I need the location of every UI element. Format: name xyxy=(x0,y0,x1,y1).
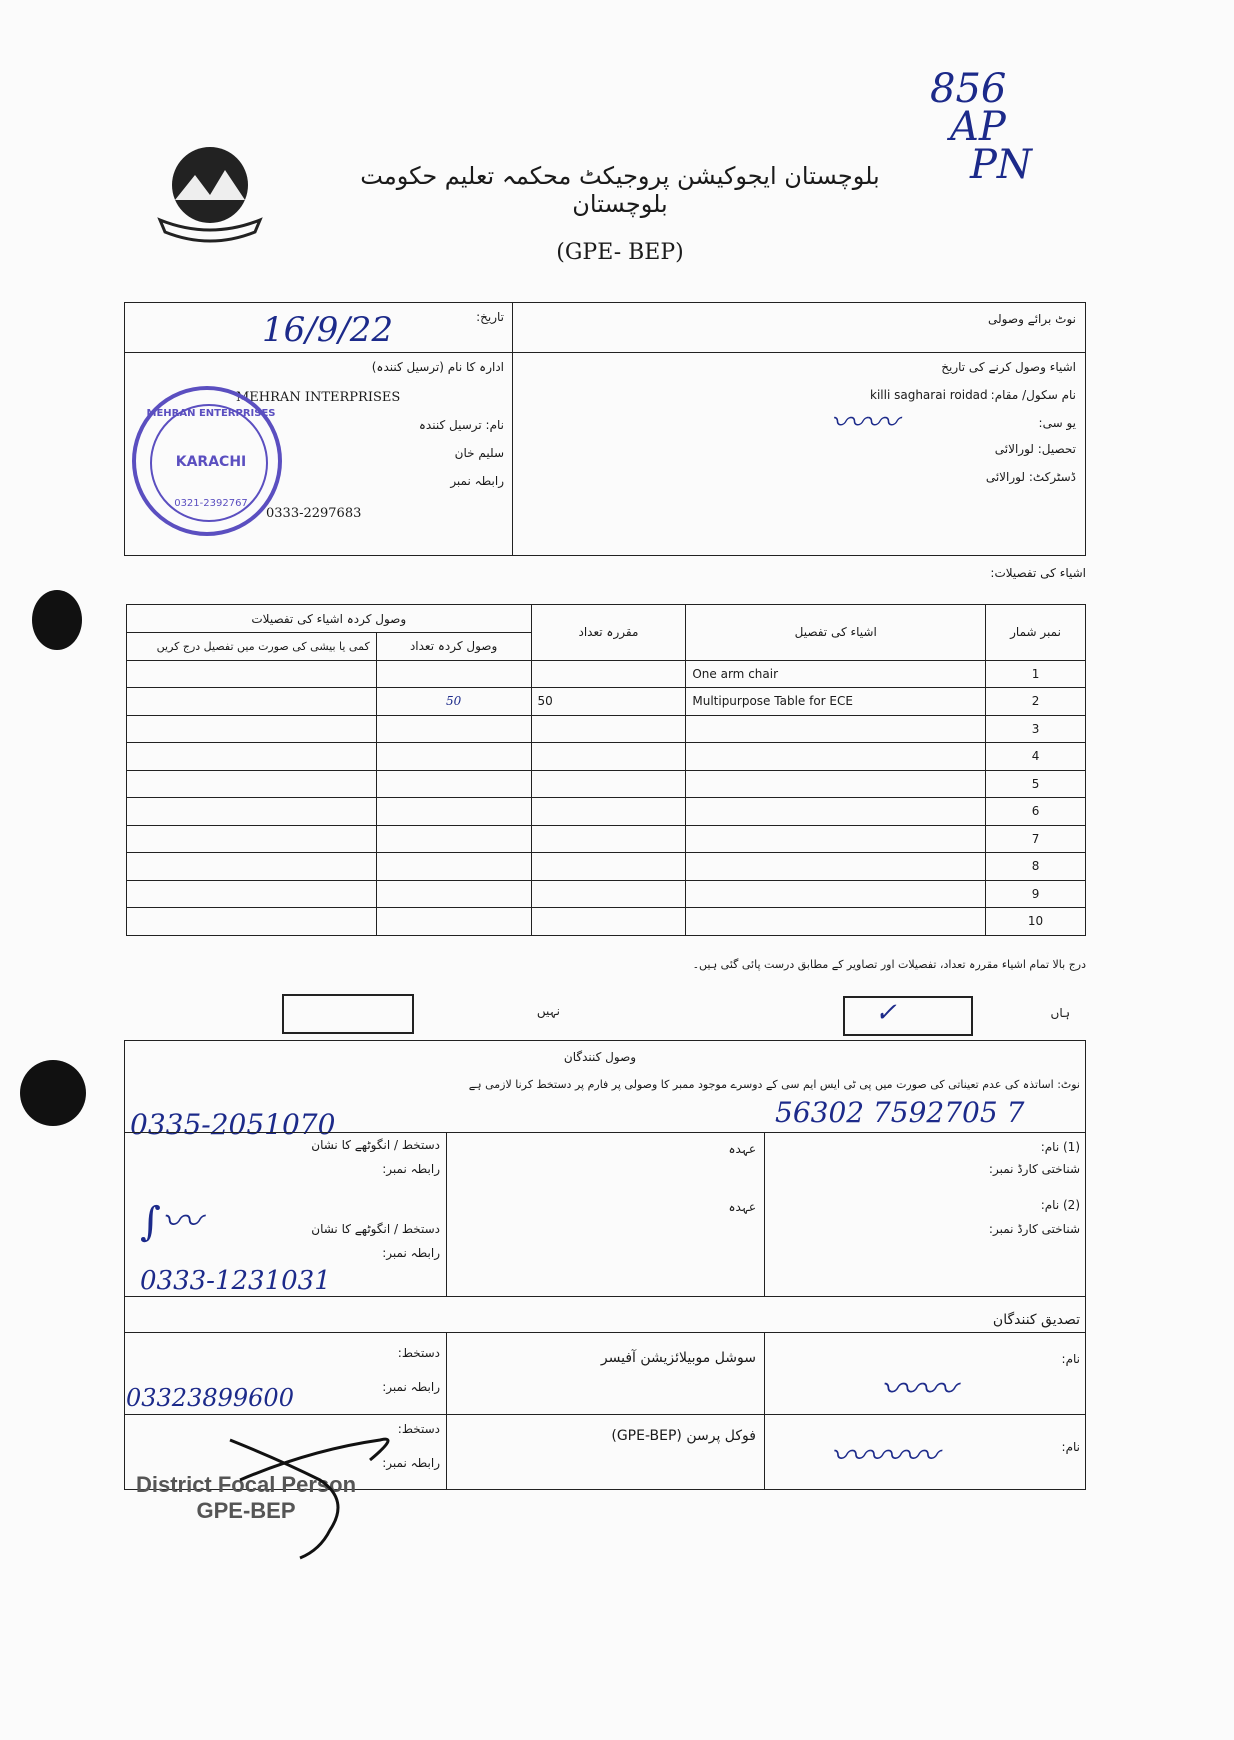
district-label: ڈسٹرکٹ: لورالائی xyxy=(985,470,1076,484)
government-emblem xyxy=(150,140,270,250)
shortfall-header: کمی یا بیشی کی صورت میں تفصیل درج کریں xyxy=(127,633,377,661)
receivers-note: نوٹ: اساتذہ کی عدم تعیناتی کی صورت میں پی ٹی ایس ایم سی کے دوسرے موجود ممبر کا وصولی پر فارم پر دستخط کرنا لازمی ہے xyxy=(468,1078,1080,1091)
quantity-cell xyxy=(531,798,686,826)
received-qty-header: وصول کردہ تعداد xyxy=(376,633,531,661)
quantity-cell xyxy=(531,743,686,771)
serial-cell: 5 xyxy=(986,770,1086,798)
item-cell xyxy=(686,908,986,936)
serial-cell: 2 xyxy=(986,688,1086,716)
signature2-label: دستخط / انگوٹھے کا نشان xyxy=(311,1222,440,1236)
quantity-cell xyxy=(531,660,686,688)
id1-label: شناختی کارڈ نمبر: xyxy=(988,1162,1080,1176)
contact1-label: رابطہ نمبر: xyxy=(382,1162,440,1176)
receivers-heading: وصول کنندگان xyxy=(563,1050,637,1064)
date-value: 16/9/22 xyxy=(262,310,394,350)
serial-cell: 4 xyxy=(986,743,1086,771)
verifier1-contact-label: رابطہ نمبر: xyxy=(382,1380,440,1394)
focal-title: فوکل پرسن (GPE-BEP) xyxy=(611,1428,756,1444)
table-row xyxy=(127,743,1086,771)
verifiers-heading: تصدیق کنندگان xyxy=(992,1312,1080,1328)
item-cell xyxy=(686,715,986,743)
serial-cell: 9 xyxy=(986,880,1086,908)
handwritten-phone2: 0333-1231031 xyxy=(140,1266,331,1296)
item-cell: One arm chair xyxy=(686,660,986,688)
no-label: نہیں xyxy=(536,1004,560,1018)
confirmation-statement: درج بالا تمام اشیاء مقررہ تعداد، تفصیلات اور تصاویر کے مطابق درست پائی گئی ہیں۔ xyxy=(692,958,1086,971)
quantity-cell xyxy=(531,853,686,881)
verifier2-name-label: نام: xyxy=(1061,1440,1080,1454)
item-cell xyxy=(686,770,986,798)
school-label: نام سکول/ مقام: xyxy=(990,388,1076,402)
designation2-label: عہدہ xyxy=(728,1200,756,1214)
table-row xyxy=(127,825,1086,853)
quantity-cell xyxy=(531,908,686,936)
id2-label: شناختی کارڈ نمبر: xyxy=(988,1222,1080,1236)
serial-cell: 10 xyxy=(986,908,1086,936)
table-row xyxy=(127,798,1086,826)
school-value: killi sagharai roidad xyxy=(870,388,988,402)
corner-note: 856 AP PN xyxy=(930,66,1032,188)
sender-name-label: نام: ترسیل کنندہ xyxy=(418,418,504,432)
verifier1-signature: 〰〰 xyxy=(880,1367,957,1411)
table-row xyxy=(127,688,1086,716)
uc-label: یو سی: xyxy=(1038,416,1076,430)
verifier2-signature: 〰〰〰 xyxy=(830,1436,939,1477)
punch-hole xyxy=(20,1060,86,1126)
received-details-header: وصول کردہ اشیاء کی تفصیلات xyxy=(127,605,532,633)
serial-cell: 6 xyxy=(986,798,1086,826)
handwritten-phone1: 0335-2051070 xyxy=(130,1108,336,1141)
table-row xyxy=(127,908,1086,936)
item-cell xyxy=(686,798,986,826)
item-cell xyxy=(686,853,986,881)
yes-checkbox[interactable] xyxy=(843,996,973,1036)
shortfall-cell xyxy=(127,853,377,881)
quantity-cell xyxy=(531,715,686,743)
received-qty-cell xyxy=(376,770,531,798)
yes-label: ہاں xyxy=(1050,1006,1070,1020)
received-qty-cell xyxy=(376,853,531,881)
received-qty-cell xyxy=(376,798,531,826)
shortfall-cell xyxy=(127,770,377,798)
verifier2-signature-label: دستخط: xyxy=(397,1422,440,1436)
table-row xyxy=(127,715,1086,743)
quantity-cell xyxy=(531,770,686,798)
shortfall-cell xyxy=(127,743,377,771)
item-cell xyxy=(686,825,986,853)
contact2-label: رابطہ نمبر: xyxy=(382,1246,440,1260)
no-checkbox[interactable] xyxy=(282,994,414,1034)
name1-label: (1) نام: xyxy=(1040,1140,1080,1154)
items-table xyxy=(126,604,1086,936)
mehran-stamp: MEHRAN ENTERPRISES KARACHI 0321-2392767 xyxy=(132,386,282,536)
table-header-row xyxy=(127,605,1086,633)
serial-cell: 3 xyxy=(986,715,1086,743)
received-qty-cell xyxy=(376,880,531,908)
name2-label: (2) نام: xyxy=(1040,1198,1080,1212)
receiver-signature: ∫〰 xyxy=(140,1199,201,1245)
date-label: تاریخ: xyxy=(476,310,504,324)
punch-hole xyxy=(32,590,82,650)
serial-cell: 8 xyxy=(986,853,1086,881)
table-row xyxy=(127,880,1086,908)
signature-scribble: 〰〰 xyxy=(830,403,898,443)
serial-cell: 1 xyxy=(986,660,1086,688)
smo-title: سوشل موبیلائزیشن آفیسر xyxy=(600,1350,756,1366)
serial-header: نمبر شمار xyxy=(986,605,1086,661)
item-cell: Multipurpose Table for ECE xyxy=(686,688,986,716)
shortfall-cell xyxy=(127,715,377,743)
item-cell xyxy=(686,743,986,771)
verifier1-signature-label: دستخط: xyxy=(397,1346,440,1360)
received-qty-cell xyxy=(376,660,531,688)
signature1-label: دستخط / انگوٹھے کا نشان xyxy=(311,1138,440,1152)
shortfall-cell xyxy=(127,798,377,826)
handwritten-phone3: 03323899600 xyxy=(126,1384,294,1412)
verifier1-name-label: نام: xyxy=(1061,1352,1080,1366)
item-cell xyxy=(686,880,986,908)
designation1-label: عہدہ xyxy=(728,1142,756,1156)
received-qty-cell xyxy=(376,908,531,936)
handwritten-id: 56302 7592705 7 xyxy=(775,1096,1025,1129)
quantity-cell xyxy=(531,880,686,908)
serial-cell: 7 xyxy=(986,825,1086,853)
org-label: ادارہ کا نام (ترسیل کنندہ) xyxy=(371,360,504,374)
shortfall-cell xyxy=(127,660,377,688)
table-row xyxy=(127,660,1086,688)
page-title: بلوچستان ایجوکیشن پروجیکٹ محکمہ تعلیم حکومت بلوچستان xyxy=(360,162,880,218)
receive-date-label: اشیاء وصول کرنے کی تاریخ xyxy=(941,360,1076,374)
org-value: MEHRAN INTERPRISES xyxy=(236,390,401,405)
page-subtitle: (GPE- BEP) xyxy=(556,240,684,265)
shortfall-cell xyxy=(127,825,377,853)
note-label: نوٹ برائے وصولی xyxy=(988,312,1076,326)
received-qty-cell: 50 xyxy=(376,688,531,716)
quantity-cell xyxy=(531,825,686,853)
check-mark-icon: ✓ xyxy=(875,998,897,1028)
received-qty-cell xyxy=(376,825,531,853)
shortfall-cell xyxy=(127,908,377,936)
quantity-header: مقررہ تعداد xyxy=(531,605,686,661)
focal-person-stamp: District Focal Person GPE-BEP xyxy=(135,1472,357,1523)
contact-value: 0333-2297683 xyxy=(266,506,362,521)
sender-name-value: سلیم خان xyxy=(454,446,504,460)
details-heading: اشیاء کی تفصیلات: xyxy=(990,566,1086,580)
received-qty-cell xyxy=(376,743,531,771)
table-row xyxy=(127,770,1086,798)
table-row xyxy=(127,853,1086,881)
received-qty-cell xyxy=(376,715,531,743)
quantity-cell: 50 xyxy=(531,688,686,716)
focal-signature xyxy=(220,1420,410,1560)
item-header: اشیاء کی تفصیل xyxy=(686,605,986,661)
shortfall-cell xyxy=(127,688,377,716)
verifier2-contact-label: رابطہ نمبر: xyxy=(382,1456,440,1470)
shortfall-cell xyxy=(127,880,377,908)
contact-label: رابطہ نمبر xyxy=(450,474,504,488)
tehsil-label: تحصیل: لورالائی xyxy=(994,442,1076,456)
